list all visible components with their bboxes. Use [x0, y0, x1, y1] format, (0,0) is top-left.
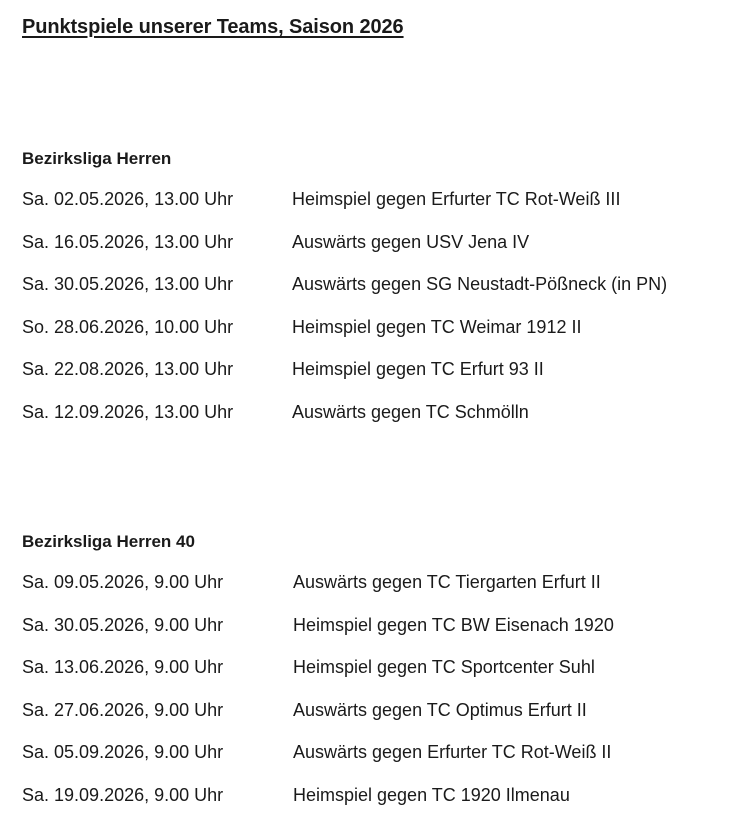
fixture-date: So. 28.06.2026, 10.00 Uhr [22, 316, 234, 337]
fixture-date: Sa. 13.06.2026, 9.00 Uhr [22, 657, 224, 678]
fixture-date: Sa. 30.05.2026, 13.00 Uhr [22, 274, 234, 295]
fixture-row [22, 357, 742, 400]
fixture-description: Heimspiel gegen TC BW Eisenach 1920 [293, 614, 614, 635]
fixture-description: Heimspiel gegen Erfurter TC Rot-Weiß III [292, 189, 621, 209]
fixture-description: Auswärts gegen USV Jena IV [292, 231, 530, 252]
fixture-description: Auswärts gegen TC Tiergarten Erfurt II [293, 572, 601, 592]
fixture-date: Sa. 05.09.2026, 9.00 Uhr [22, 742, 224, 763]
fixture-row [22, 740, 742, 783]
fixture-row [22, 187, 742, 230]
fixture-list [22, 187, 742, 443]
section-bezirksliga-herren-40 [22, 530, 742, 826]
fixture-description: Auswärts gegen SG Neustadt-Pößneck (in PN) [292, 274, 668, 295]
fixture-date: Sa. 02.05.2026, 13.00 Uhr [22, 189, 234, 209]
fixture-row [22, 400, 742, 443]
fixture-date: Sa. 19.09.2026, 9.00 Uhr [22, 784, 224, 805]
page-title: Punktspiele unserer Teams, Saison 2026 [22, 16, 404, 38]
fixture-description: Auswärts gegen TC Schmölln [292, 401, 529, 422]
section-heading: Bezirksliga Herren 40 [22, 532, 195, 551]
fixture-date: Sa. 09.05.2026, 9.00 Uhr [22, 572, 224, 592]
fixture-date: Sa. 27.06.2026, 9.00 Uhr [22, 699, 224, 720]
fixture-date: Sa. 16.05.2026, 13.00 Uhr [22, 231, 234, 252]
fixture-date: Sa. 12.09.2026, 13.00 Uhr [22, 401, 234, 422]
fixture-row [22, 655, 742, 698]
fixture-date: Sa. 22.08.2026, 13.00 Uhr [22, 359, 234, 380]
section-bezirksliga-herren [22, 147, 742, 443]
fixture-description: Heimspiel gegen TC Sportcenter Suhl [293, 657, 595, 678]
section-heading: Bezirksliga Herren [22, 149, 172, 168]
fixture-row [22, 315, 742, 358]
fixture-list [22, 570, 742, 826]
fixture-description: Auswärts gegen Erfurter TC Rot-Weiß II [293, 742, 612, 763]
fixture-description: Auswärts gegen TC Optimus Erfurt II [293, 699, 587, 720]
fixture-row [22, 698, 742, 741]
fixture-row [22, 230, 742, 273]
fixture-row [22, 570, 742, 613]
fixture-row [22, 613, 742, 656]
fixture-description: Heimspiel gegen TC Weimar 1912 II [292, 316, 582, 337]
fixture-description: Heimspiel gegen TC 1920 Ilmenau [293, 784, 570, 805]
fixture-description: Heimspiel gegen TC Erfurt 93 II [292, 359, 544, 380]
fixture-date: Sa. 30.05.2026, 9.00 Uhr [22, 614, 224, 635]
fixture-row [22, 783, 742, 826]
fixture-row [22, 272, 742, 315]
